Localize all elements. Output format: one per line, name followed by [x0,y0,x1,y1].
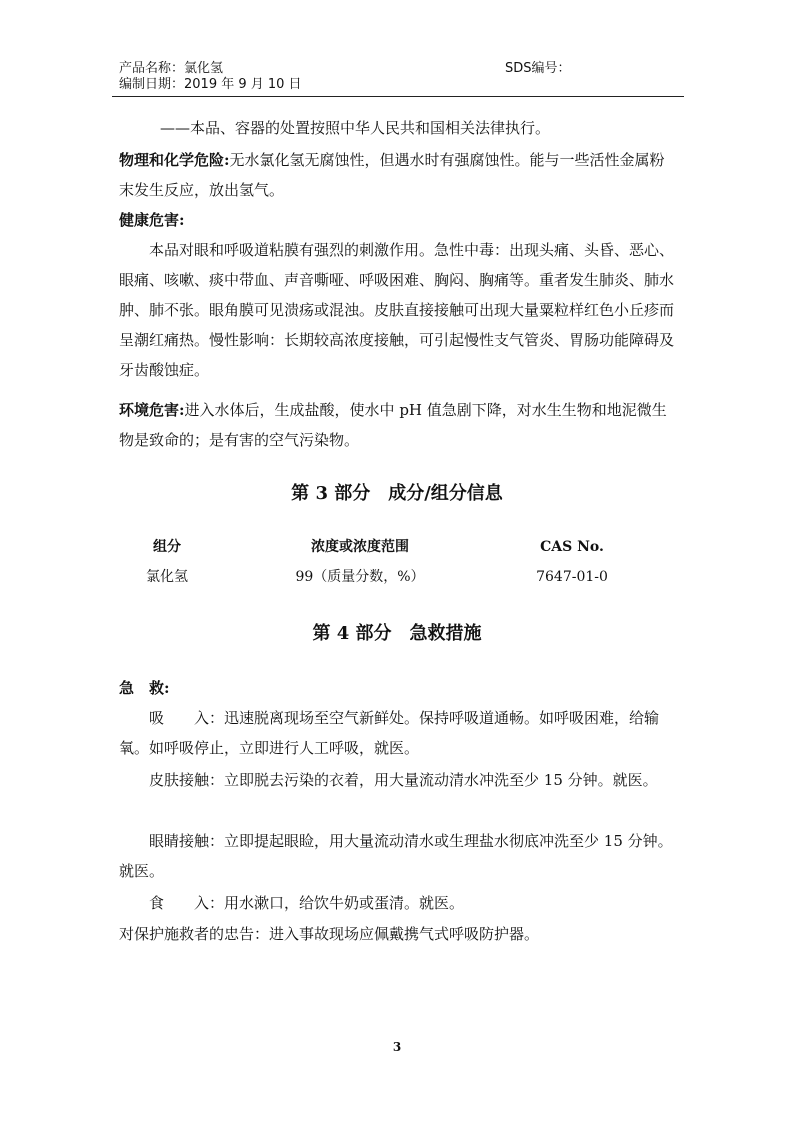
env-hazard-label: 环境危害: [119,401,185,419]
rescuer-advice: 对保护施救者的忠告：进入事故现场应佩戴携气式呼吸防护器。 [119,925,540,943]
section4-title: 第 4 部分 急救措施 [312,623,482,644]
first-aid-skin: 皮肤接触：立即脱去污染的衣着，用大量流动清水冲洗至少 15 分钟。就医。 [149,771,658,789]
first-aid-label: 急 救: [119,679,170,697]
table-cell-concentration: 99（质量分数，%） [295,569,425,585]
env-hazard-text: 进入水体后，生成盐酸，使水中 pH 值急剧下降，对水生生物和地泥微生物是致命的；是有害的空气污染物。 [119,401,667,449]
disposal-note: ——本品、容器的处置按照中华人民共和国相关法律执行。 [160,119,551,137]
header-sds-number: SDS编号： [505,61,571,76]
env-hazard-paragraph [119,395,679,455]
header-product-name: 产品名称：氯化氢 [119,61,224,76]
section3-title: 第 3 部分 成分/组分信息 [291,483,503,504]
page-number: 3 [392,1040,402,1054]
table-cell-component: 氯化氢 [146,569,188,585]
table-header-component: 组分 [153,539,181,555]
physical-hazard-label: 物理和化学危险: [119,151,230,169]
physical-hazard-paragraph [119,145,679,205]
first-aid-inhalation: 吸 入：迅速脱离现场至空气新鲜处。保持呼吸道通畅。如呼吸困难，给输氧。如呼吸停止，立即进行人工呼吸，就医。 [119,709,660,757]
table-header-concentration: 浓度或浓度范围 [311,539,409,555]
health-hazard-text: 本品对眼和呼吸道粘膜有强烈的刺激作用。急性中毒：出现头痛、头昏、恶心、眼痛、咳嗽、痰中带血、声音嘶哑、呼吸困难、胸闷、胸痛等。重者发生肺炎、肺水肿、肺不张。眼角膜可见溃疡或混浊。皮肤直接接触可出现大量粟粒样红色小丘疹而呈潮红痛热。慢性影响：长期较高浓度接触，可引起慢性支气管炎、胃肠功能障碍及牙齿酸蚀症。 [119,241,675,379]
physical-hazard-text: 无水氯化氢无腐蚀性，但遇水时有强腐蚀性。能与一些活性金属粉末发生反应，放出氢气。 [119,151,665,199]
health-hazard-label: 健康危害: [119,211,185,229]
first-aid-ingestion: 食 入：用水漱口，给饮牛奶或蛋清。就医。 [149,894,465,912]
header-compile-date: 编制日期：2019 年 9 月 10 日 [119,77,302,92]
header-divider [112,96,684,97]
table-header-cas: CAS No. [540,539,604,555]
first-aid-eye: 眼睛接触：立即提起眼睑，用大量流动清水或生理盐水彻底冲洗至少 15 分钟。就医。 [119,832,673,880]
table-cell-cas: 7647-01-0 [536,569,608,585]
